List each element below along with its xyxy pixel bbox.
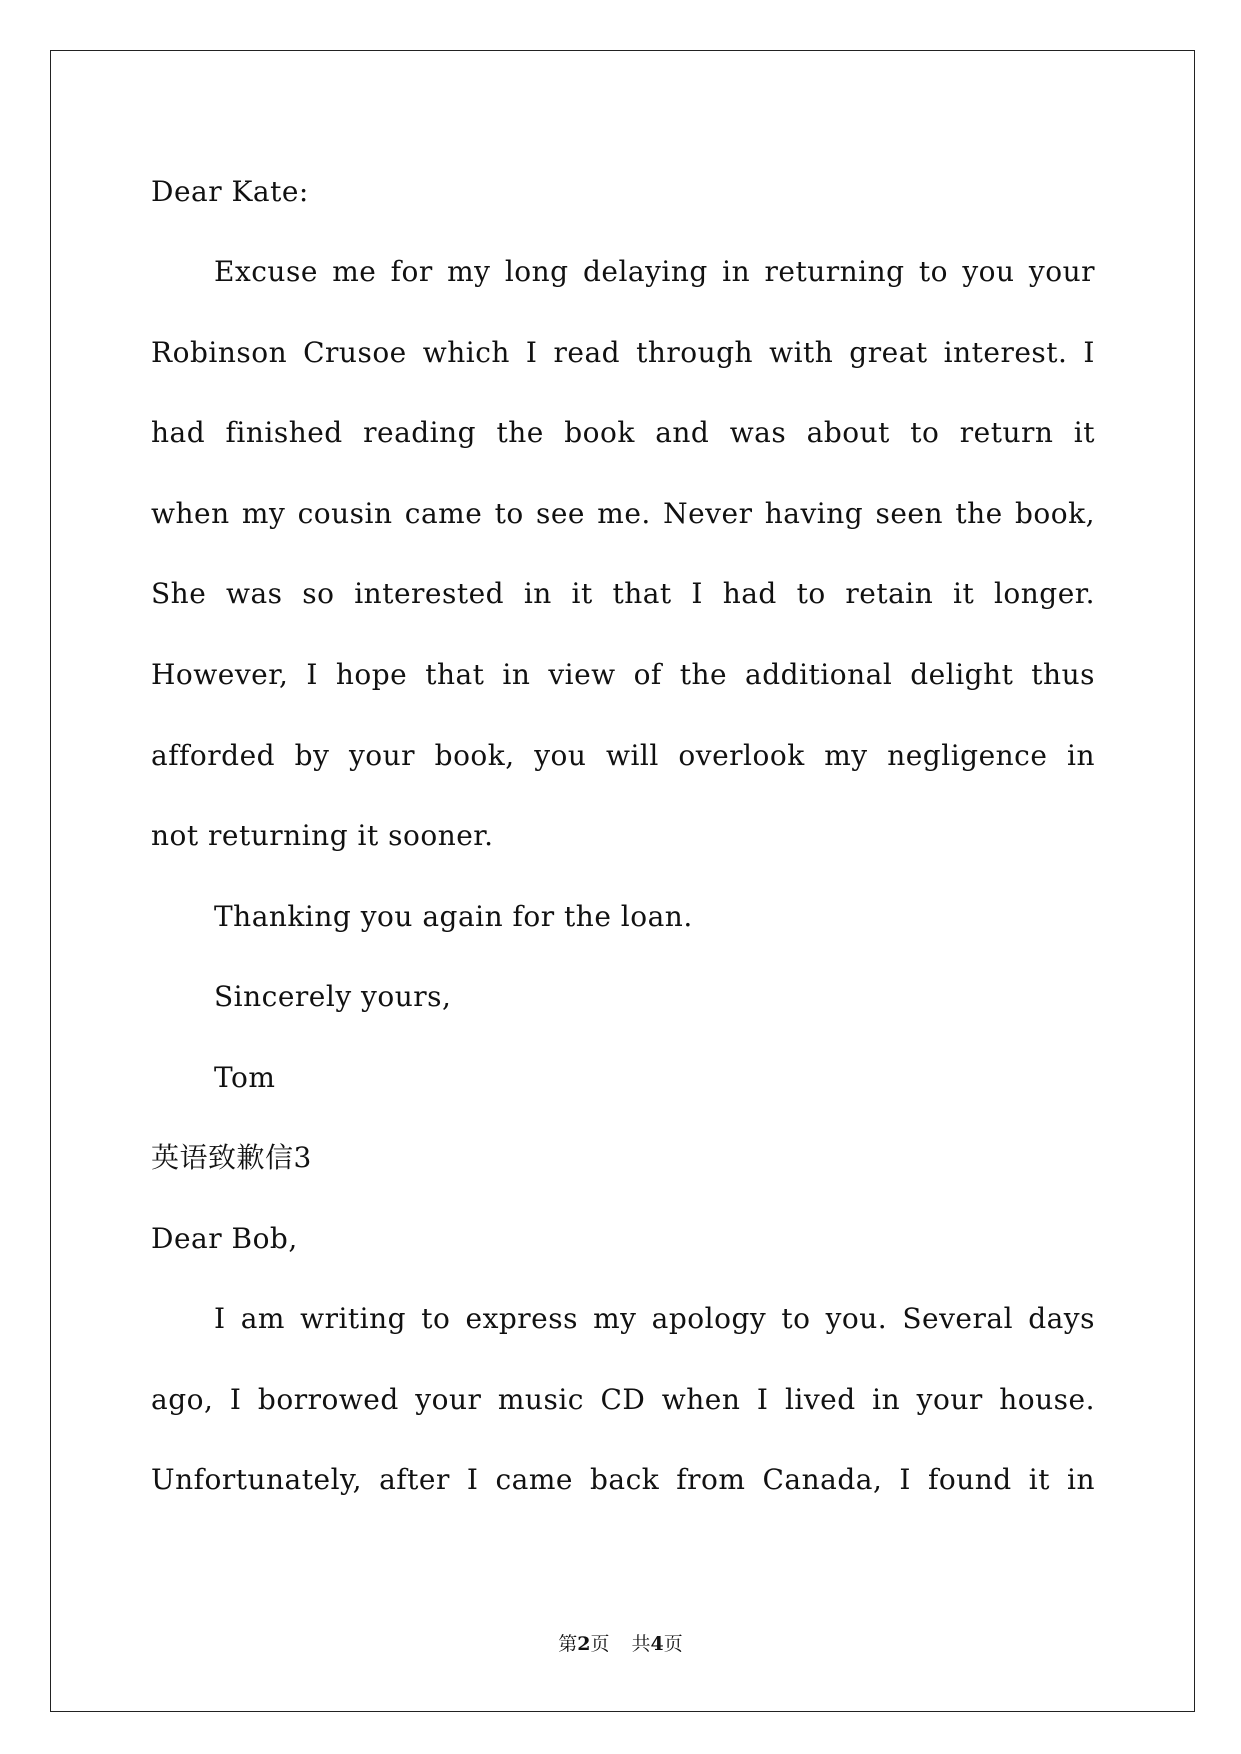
letter2-body-line: ago, I borrowed your music CD when I lived in your house. [151, 1383, 1095, 1416]
footer-current-page: 2 [577, 1633, 591, 1655]
letter1-thanks: Thanking you again for the loan. [214, 900, 693, 933]
letter1-body-line: when my cousin came to see me. Never having seen the book, [151, 497, 1095, 530]
letter1-closing: Sincerely yours, [214, 980, 452, 1013]
section-heading: 英语致歉信3 [151, 1141, 312, 1174]
footer-total-pages: 4 [650, 1633, 664, 1655]
footer-prefix: 第 [558, 1633, 578, 1655]
letter1-body-line: Excuse me for my long delaying in returning to you your [214, 255, 1095, 288]
page-footer [0, 1632, 1241, 1656]
footer-total-unit: 页 [663, 1633, 683, 1655]
letter1-body-line: Robinson Crusoe which I read through with great interest. I [151, 336, 1095, 369]
footer-page-unit: 页 [590, 1633, 610, 1655]
letter2-body-line: I am writing to express my apology to you. Several days [214, 1302, 1095, 1335]
letter1-body-line: She was so interested in it that I had to retain it longer. [151, 577, 1095, 610]
letter1-signature: Tom [214, 1061, 276, 1094]
letter1-body-line: had finished reading the book and was about to return it [151, 416, 1095, 449]
footer-total-prefix: 共 [631, 1633, 651, 1655]
letter1-body-line: not returning it sooner. [151, 819, 494, 852]
letter1-salutation: Dear Kate: [151, 175, 309, 208]
letter2-body-line: Unfortunately, after I came back from Canada, I found it in [151, 1463, 1095, 1496]
letter1-body-line: However, I hope that in view of the additional delight thus [151, 658, 1095, 691]
letter1-body-line: afforded by your book, you will overlook my negligence in [151, 739, 1095, 772]
letter2-salutation: Dear Bob, [151, 1222, 298, 1255]
